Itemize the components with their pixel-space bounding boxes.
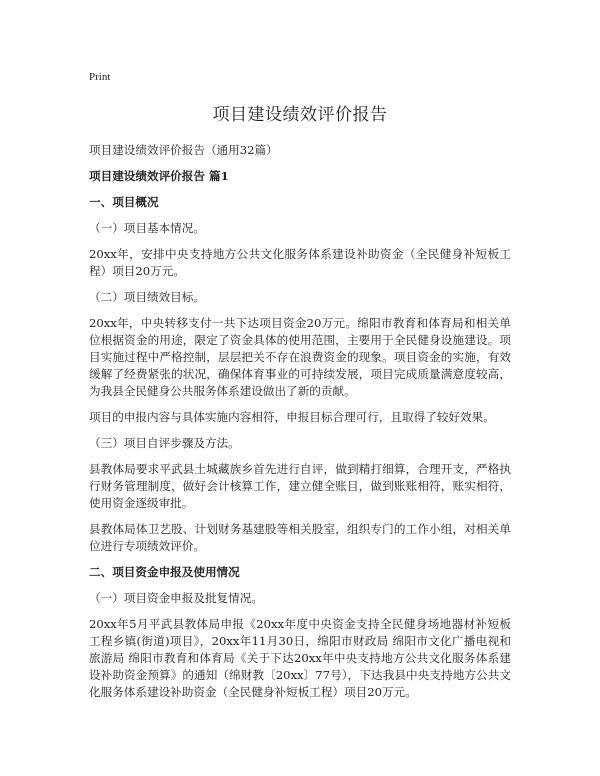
paragraph-funding-approval: 20xx年5月平武县教体局申报《20xx年度中央资金支持全民健身场地器材补短板工程乡镇(街道)项目》，20xx年11月30日，绵阳市财政局 绵阳市文化广播电视和旅游局 绵阳市教育和体育局《关于下达20xx年中央支持地方公共文化服务体系建设补助资金预算》的通知（绵财教〔20xx〕77号），下达我县中央支持地方公共文化服务体系建设补助资金（全民健身补短板工程）项目20万元。 xyxy=(89,617,511,699)
paragraph-application-content: 项目的申报内容与具体实施内容相符，申报目标合理可行，且取得了较好效果。 xyxy=(89,410,495,424)
paragraph-basic-info: 20xx年，安排中央支持地方公共文化服务体系建设补助资金（全民健身补短板工程）项目20万元。 xyxy=(89,247,511,278)
paragraph-evaluation-team: 县教体局体卫艺股、计划财务基建股等相关股室，组织专门的工作小组，对相关单位进行专项绩效评价。 xyxy=(89,522,511,553)
print-link[interactable]: Print xyxy=(89,71,111,83)
subheading-performance-goals: （二）项目绩效目标。 xyxy=(89,290,205,304)
heading-project-overview: 一、项目概况 xyxy=(89,195,159,209)
paragraph-performance-goals: 20xx年，中央转移支付一共下达项目资金20万元。绵阳市教育和体育局和相关单位根据资金的用途，限定了资金具体的使用范围，主要用于全民健身设施建设。项目实施过程中严格控制，层层把关不存在浪费资金的现象。项目资金的实施，有效缓解了经费紧张的状况，确保体育事业的可持续发展，项目完成质量满意度较高，为我县全民健身公共服务体系建设做出了新的贡献。 xyxy=(89,316,511,398)
subheading-funding-approval: （一）项目资金申报及批复情况。 xyxy=(89,591,263,605)
section-title: 项目建设绩效评价报告 篇1 xyxy=(89,169,229,183)
subheading-basic-info: （一）项目基本情况。 xyxy=(89,221,205,235)
document-title: 项目建设绩效评价报告 xyxy=(212,105,388,125)
paragraph-self-evaluation: 县教体局要求平武县土城藏族乡首先进行自评，做到精打细算，合理开支，严格执行财务管理制度，做好会计核算工作，建立健全账目，做到账账相符，账实相符，使用资金逐级审批。 xyxy=(89,462,511,510)
subheading-self-evaluation: （三）项目自评步骤及方法。 xyxy=(89,436,240,450)
heading-funding-usage: 二、项目资金申报及使用情况 xyxy=(89,565,240,579)
document-subtitle: 项目建设绩效评价报告（通用32篇） xyxy=(89,143,278,157)
